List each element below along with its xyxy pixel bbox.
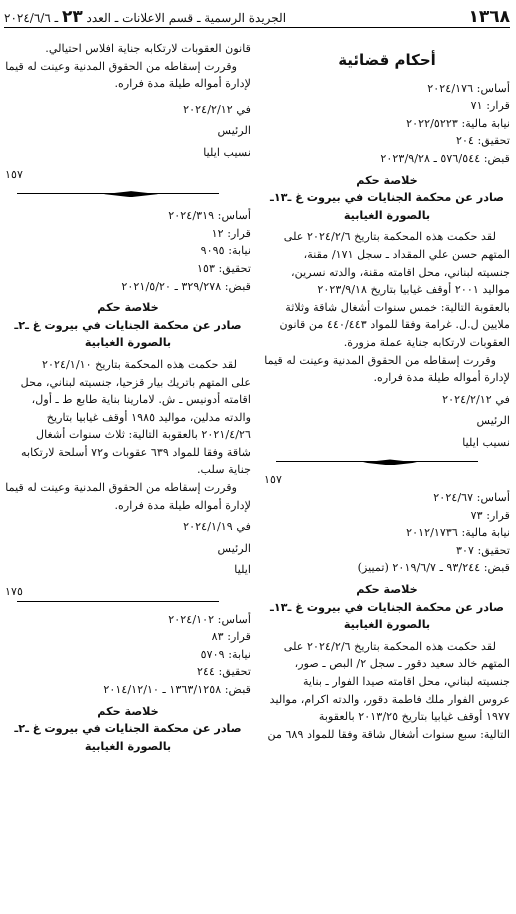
separator — [5, 187, 251, 201]
case-meta — [264, 489, 510, 577]
body-line: عروس الفوار ملك فاطمة دقور، والدته اكرام، مواليد — [269, 692, 510, 706]
meta-line: نيابة مالية: ٢٠١٢/١٧٣٦ — [406, 526, 510, 540]
body-line: جنسيته لبناني، محل اقامته مقنة، والدته نسرين، — [291, 265, 510, 279]
president-name: ايليا — [234, 563, 251, 577]
separator — [5, 595, 251, 609]
summary-title: خلاصة حكم — [356, 173, 418, 187]
judgment-body — [5, 356, 251, 514]
case-meta — [5, 207, 251, 295]
meta-line: قبض: ٥٧٦/٥٤٤ ـ ٢٠٢٣/٩/٢٨ — [380, 151, 510, 165]
absentia-line: بالصورة الغيابية — [343, 618, 431, 632]
meta-line: نيابة: ٥٧٠٩ — [200, 647, 251, 661]
president-label: الرئيس — [217, 124, 251, 138]
judgment-date: في ٢٠٢٤/١/١٩ — [183, 520, 251, 534]
continued-text — [5, 40, 251, 93]
meta-line: نيابة مالية: ٢٠٢٢/٥٢٢٣ — [406, 116, 510, 130]
meta-line: قبض: ٣٢٩/٢٧٨ ـ ٢٠٢١/٥/٢٠ — [121, 279, 251, 293]
president-label: الرئيس — [476, 414, 510, 428]
body-line: ١٩٧٧ أوقف غيابيا بتاريخ ٢٠١٣/٢٥ بالعقوبة — [318, 710, 510, 724]
president-name: نسيب ايليا — [203, 145, 251, 159]
summary-title: خلاصة حكم — [97, 704, 159, 718]
meta-line: أساس: ٢٠٢٤/٣١٩ — [168, 209, 251, 223]
body-line: بالعقوبة التالية: خمس سنوات أشغال شاقة وثلاثة — [285, 300, 510, 314]
notice-number: ١٥٧ — [5, 167, 24, 181]
president-name: نسيب ايليا — [462, 435, 510, 449]
body-line: المتهم حسن علي المقداد ـ سجل ١٧١/ مقنة، — [303, 247, 510, 261]
gazette-title — [4, 7, 286, 27]
body-line: لقد حكمت هذه المحكمة بتاريخ ٢٠٢٤/١/١٠ — [42, 357, 237, 371]
page-number: ١٣٦٨ — [468, 7, 510, 27]
body-line: اقامته أدونيس ـ ش. لامارينا بناية طابع ط ـ أول، — [31, 393, 251, 407]
body-line: جناية سلب. — [197, 463, 251, 477]
meta-line: قرار: ٧١ — [470, 99, 510, 113]
summary-title: خلاصة حكم — [356, 583, 418, 597]
right-column — [264, 38, 510, 743]
body-line: لقد حكمت هذه المحكمة بتاريخ ٢٠٢٤/٢/٦ على — [283, 639, 496, 653]
meta-line: تحقيق: ٢٠٤ — [455, 134, 510, 148]
body-line: العقوبات لارتكابه جناية عملة مزورة. — [343, 335, 510, 349]
notice-number: ١٧٥ — [5, 585, 24, 599]
separator — [264, 455, 510, 469]
absentia-line: بالصورة الغيابية — [343, 208, 431, 222]
body-line: لإدارة أمواله طيلة مدة فراره. — [114, 498, 251, 512]
gazette-prefix: الجريدة الرسمية ـ قسم الاعلانات ـ العدد — [86, 11, 287, 25]
section-title: أحكام قضائية — [338, 51, 436, 69]
body-line: التالية: سبع سنوات أشغال شاقة وفقا للمواد ٦٨٩ من — [267, 727, 510, 741]
meta-line: قرار: ٨٣ — [211, 630, 251, 644]
body-line: شاقة وفقا للمواد ٦٣٩ عقوبات و٧٢ أسلحة لارتكابه — [21, 445, 251, 459]
body-line: لإدارة أمواله طيلة مدة فراره. — [373, 371, 510, 385]
meta-line: نيابة: ٩٠٩٥ — [200, 244, 251, 258]
left-column — [5, 40, 251, 755]
meta-line: قرار: ٧٣ — [470, 508, 510, 522]
case-meta — [5, 611, 251, 699]
body-line: على المتهم باتريك بيار قزحيا، جنسيته لبناني، محل — [20, 375, 251, 389]
judgment-date: في ٢٠٢٤/٢/١٢ — [442, 392, 510, 406]
body-line: وقررت إسقاطه من الحقوق المدنية وعينت له قيما — [5, 481, 237, 495]
page-header — [4, 5, 510, 28]
body-line: والدته مدلين، مواليد ١٩٨٥ أوقف غيابيا بتاريخ — [46, 410, 251, 424]
issue-number: ٢٣ — [61, 7, 83, 27]
case-meta — [264, 80, 510, 168]
judgment-body — [264, 228, 510, 386]
absentia-line: بالصورة الغيابية — [84, 739, 172, 753]
meta-line: قرار: ١٢ — [211, 226, 251, 240]
body-line: ٢٠٢١/٤/٢٦ بالعقوبة التالية: ثلاث سنوات أشغال — [35, 428, 251, 442]
meta-line: قبض: ٩٣/٢٤٤ ـ ٢٠١٩/٦/٧ (تمييز) — [357, 561, 510, 575]
body-line: مواليد ٢٠٠١ أوقف غيابيا بتاريخ ٢٠٢٣/٩/١٨ — [317, 283, 510, 297]
meta-line: أساس: ٢٠٢٤/١٧٦ — [427, 81, 510, 95]
court-line: صادر عن محكمة الجنايات في بيروت غ ـ١٣ـ — [270, 191, 504, 205]
meta-line: أساس: ٢٠٢٤/٦٧ — [433, 491, 510, 505]
court-line: صادر عن محكمة الجنايات في بيروت غ ـ٢ـ — [14, 722, 242, 736]
judgment-date: في ٢٠٢٤/٢/١٢ — [183, 102, 251, 116]
absentia-line: بالصورة الغيابية — [84, 336, 172, 350]
meta-line: قبض: ١٣٦٣/١٢٥٨ ـ ٢٠١٤/١٢/١٠ — [103, 683, 251, 696]
meta-line: تحقيق: ٢٤٤ — [196, 665, 251, 679]
body-line: وقررت إسقاطه من الحقوق المدنية وعينت له قيما — [5, 59, 237, 73]
body-line: جنسيته لبناني، محل اقامته صيدا الفوار ـ بناية — [302, 675, 510, 688]
notice-number: ١٥٧ — [264, 473, 283, 487]
summary-title: خلاصة حكم — [97, 301, 159, 315]
issue-date: ـ ٢٠٢٤/٦/٦ — [4, 11, 59, 25]
body-line: ملايين ل.ل. غرامة وفقا للمواد ٤٤٠/٤٤٣ من قانون — [279, 318, 510, 332]
judgment-body — [264, 638, 510, 744]
meta-line: أساس: ٢٠٢٤/١٠٢ — [168, 612, 251, 626]
body-line: وقررت إسقاطه من الحقوق المدنية وعينت له قيما — [264, 353, 496, 367]
body-line: لقد حكمت هذه المحكمة بتاريخ ٢٠٢٤/٢/٦ على — [283, 230, 496, 244]
meta-line: تحقيق: ١٥٣ — [196, 261, 251, 275]
body-line: المتهم خالد سعيد دقور ـ سجل ٢/ البص ـ صور، — [294, 657, 510, 671]
president-label: الرئيس — [217, 541, 251, 555]
body-line: قانون العقوبات لارتكابه جناية افلاس احتيالي. — [45, 42, 251, 55]
court-line: صادر عن محكمة الجنايات في بيروت غ ـ٢ـ — [14, 318, 242, 332]
meta-line: تحقيق: ٣٠٧ — [455, 543, 510, 557]
court-line: صادر عن محكمة الجنايات في بيروت غ ـ١٣ـ — [270, 600, 504, 614]
body-line: لإدارة أمواله طيلة مدة فراره. — [114, 77, 251, 91]
